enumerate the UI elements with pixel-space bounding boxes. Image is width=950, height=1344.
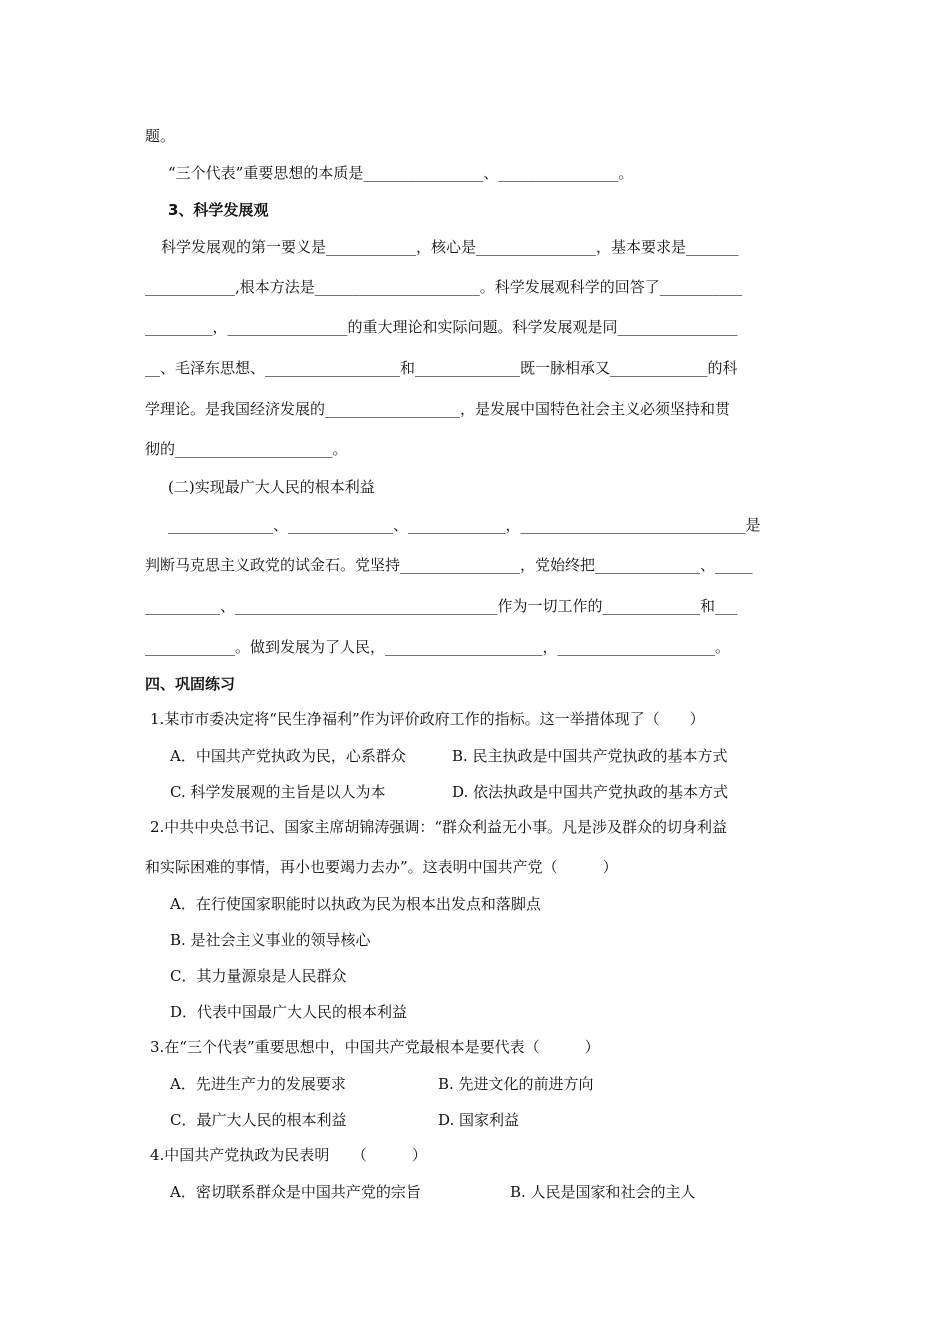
question-stem: 4.中国共产党执政为民表明 （ ） <box>150 1146 427 1164</box>
text-line: 学理论。是我国经济发展的__________________，是发展中国特色社会主义必须坚持和贯 <box>145 400 731 418</box>
text-line: _________，________________的重大理论和实际问题。科学发展观是同________________ <box>145 318 738 336</box>
question-stem: 2.中共中央总书记、国家主席胡锦涛强调：“群众利益无小事。凡是涉及群众的切身利益 <box>150 818 727 836</box>
text-line: 科学发展观的第一要义是____________，核心是________________，基本要求是_______ <box>161 238 739 256</box>
option-d: D．代表中国最广大人民的根本利益 <box>170 1003 408 1021</box>
option-b: B. 民主执政是中国共产党执政的基本方式 <box>452 747 728 765</box>
option-c: C．其力量源泉是人民群众 <box>170 967 347 985</box>
text-line: “三个代表”重要思想的本质是________________、________________。 <box>168 164 634 182</box>
text-line: 彻的_____________________。 <box>145 440 348 458</box>
text-line: 判断马克思主义政党的试金石。党坚持________________，党始终把______________、_____ <box>145 556 753 574</box>
option-a: A．密切联系群众是中国共产党的宗旨 <box>170 1183 421 1201</box>
option-d: D. 国家利益 <box>438 1111 520 1129</box>
option-c: C. 科学发展观的主旨是以人为本 <box>170 783 386 801</box>
text-line: ____________。做到发展为了人民，_____________________，_____________________。 <box>145 638 731 656</box>
option-a: A．先进生产力的发展要求 <box>170 1075 346 1093</box>
question-stem: 和实际困难的事情，再小也要竭力去办”。这表明中国共产党（ ） <box>145 858 618 876</box>
text-line: ______________、______________、_____________，______________________________是 <box>168 516 761 534</box>
option-d: D. 依法执政是中国共产党执政的基本方式 <box>452 783 729 801</box>
option-a: A．在行使国家职能时以执政为民为根本出发点和落脚点 <box>170 895 541 913</box>
option-b: B. 是社会主义事业的领导核心 <box>170 931 371 949</box>
section-heading: 四、巩固练习 <box>145 675 236 693</box>
question-stem: 3.在“三个代表”重要思想中，中国共产党最根本是要代表（ ） <box>150 1038 600 1056</box>
text-line: __、毛泽东思想、__________________和______________既一脉相承又_____________的科 <box>145 359 738 377</box>
text-line: 题。 <box>145 127 176 145</box>
section-heading: (二)实现最广大人民的根本利益 <box>168 478 375 496</box>
option-b: B. 人民是国家和社会的主人 <box>510 1183 696 1201</box>
option-b: B. 先进文化的前进方向 <box>438 1075 594 1093</box>
option-c: C．最广大人民的根本利益 <box>170 1111 347 1129</box>
text-line: ____________,根本方法是______________________。科学发展观科学的回答了___________ <box>145 278 743 296</box>
option-a: A．中国共产党执政为民，心系群众 <box>170 747 406 765</box>
section-heading: 3、科学发展观 <box>168 201 269 219</box>
question-stem: 1.某市市委决定将“民生净福利”作为评价政府工作的指标。这一举措体现了（ ） <box>150 710 705 728</box>
text-line: __________、___________________________________作为一切工作的_____________和___ <box>145 597 738 615</box>
